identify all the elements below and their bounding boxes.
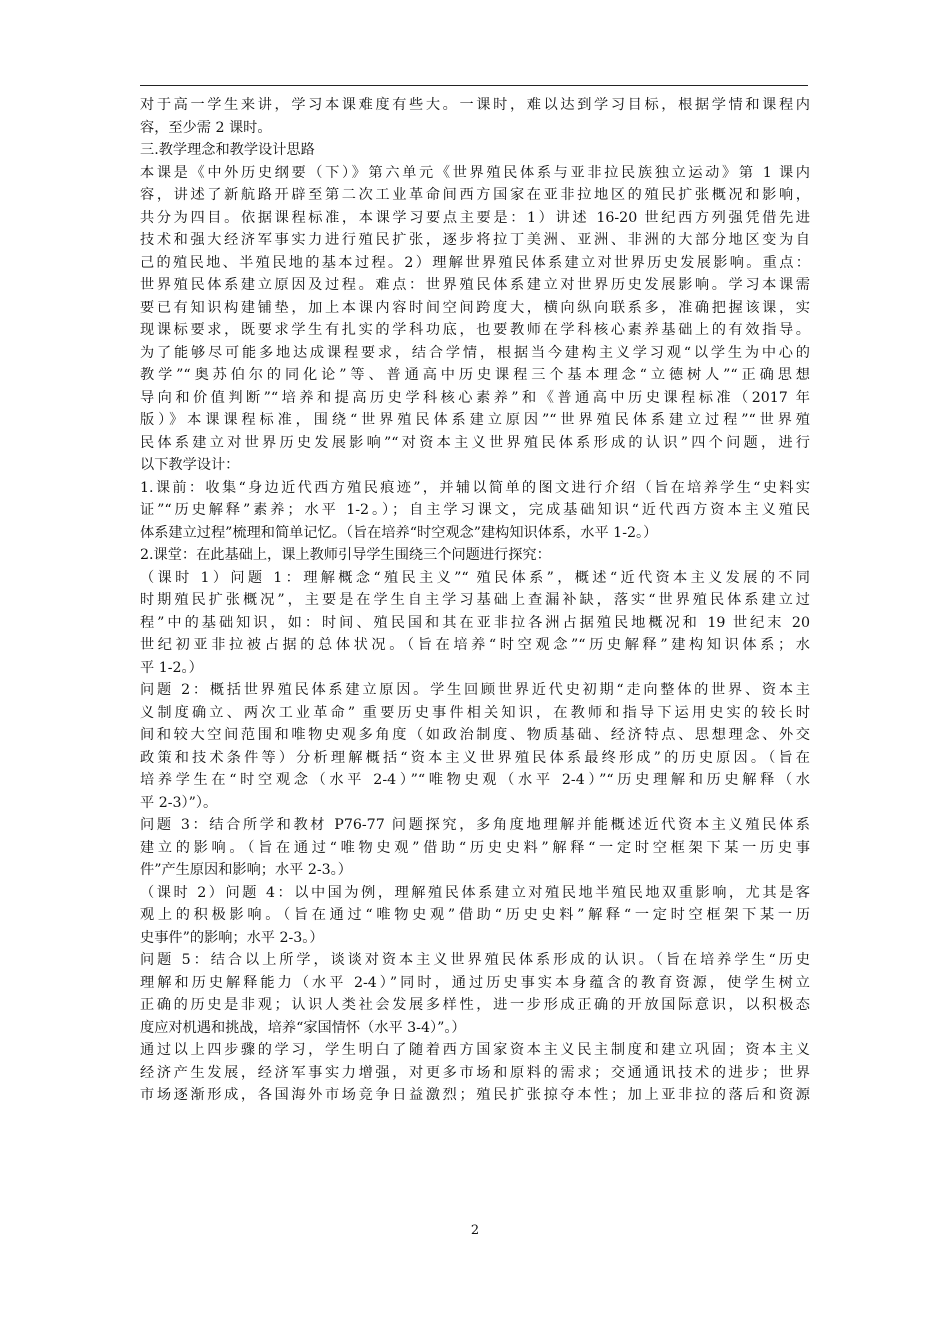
- text-line: 市场逐渐形成，各国海外市场竞争日益激烈；殖民扩张掠夺本性；加上亚非拉的落后和资源: [140, 1087, 810, 1103]
- text-line: 教学”“奥苏伯尔的同化论”等、普通高中历史课程三个基本理念“立德树人”“正确思想: [140, 367, 810, 383]
- text-line: 容，至少需 2 课时。: [140, 119, 272, 136]
- text-line: 理解和历史解释能力（水平 2-4）”同时，通过历史事实本身蕴含的教育资源，使学生树立: [140, 974, 810, 991]
- text-line: 经济产生发展，经济军事实力增强，对更多市场和原料的需求；交通通讯技术的进步；世界: [140, 1064, 810, 1081]
- text-line: 对于高一学生来讲，学习本课难度有些大。一课时，难以达到学习目标，根据学情和课程内: [140, 97, 810, 113]
- text-line: （课时 2）问题 4：以中国为例，理解殖民体系建立对殖民地半殖民地双重影响，尤其是客: [140, 884, 810, 901]
- text-line: 平 1-2。）: [140, 659, 203, 676]
- text-line: 为了能够尽可能多地达成课程要求，结合学情，根据当今建构主义学习观“以学生为中心的: [140, 344, 810, 361]
- text-line: 技术和强大经济军事实力进行殖民扩张，逐步将拉丁美洲、亚洲、非洲的大部分地区变为自: [140, 232, 810, 248]
- text-line: 世纪初亚非拉被占据的总体状况。（旨在培养“时空观念”“历史解释”建构知识体系；水: [140, 637, 810, 653]
- page-number: 2: [470, 1223, 480, 1238]
- text-line: 平 2-3）”）。: [140, 794, 218, 811]
- text-line: 共分为四目。依据课程标准，本课学习要点主要是：1）讲述 16-20 世纪西方列强凭借先进: [140, 209, 810, 226]
- text-line: 通过以上四步骤的学习，学生明白了随着西方国家资本主义民主制度和建立巩固；资本主义: [140, 1042, 810, 1058]
- text-line: 正确的历史是非观；认识人类社会发展多样性，进一步形成正确的开放国际意识，以积极态: [140, 997, 810, 1013]
- text-line: 义制度确立、两次工业革命” 重要历史事件相关知识，在教师和指导下运用史实的较长时: [140, 704, 810, 721]
- text-line: 2.课堂：在此基础上，课上教师引导学生围绕三个问题进行探究：: [140, 547, 551, 563]
- text-line: 时期殖民扩张概况”，主要是在学生自主学习基础上查漏补缺，落实“世界殖民体系建立过: [140, 592, 810, 608]
- text-line: 导向和价值判断”“培养和提高历史学科核心素养”和《普通高中历史课程标准（2017 年: [140, 389, 810, 406]
- text-line: 证”“历史解释”素养；水平 1-2。）；自主学习课文，完成基础知识“近代西方资本主义殖民: [140, 502, 810, 518]
- text-line: 容，讲述了新航路开辟至第二次工业革命间西方国家在亚非拉地区的殖民扩张概况和影响，: [140, 187, 810, 203]
- text-line: 观上的积极影响。（旨在通过“唯物史观”借助“历史史料”解释“一定时空框架下某一历: [140, 907, 810, 923]
- text-line: 体系建立过程”梳理和简单记忆。（旨在培养“时空观念”建构知识体系，水平 1-2。）: [140, 524, 658, 541]
- text-line: 以下教学设计：: [140, 457, 240, 473]
- text-line: 本课是《中外历史纲要（下）》第六单元《世界殖民体系与亚非拉民族独立运动》第 1 课内: [140, 164, 810, 181]
- text-line: 现课标要求，既要求学生有扎实的学科功底，也要教师在学科核心素养基础上的有效指导。: [140, 322, 810, 338]
- document-body: [140, 94, 810, 1107]
- text-line: 问题 3：结合所学和教材 P76-77 问题探究，多角度地理解并能概述近代资本主义殖民体系: [140, 817, 810, 833]
- text-line: 己的殖民地、半殖民地的基本过程。2）理解世界殖民体系建立对世界历史发展影响。重点：: [140, 254, 810, 271]
- text-line: 史事件”的影响；水平 2-3。）: [140, 929, 324, 946]
- text-line: 培养学生在“时空观念（水平 2-4）”“唯物史观（水平 2-4）”“历史理解和历史解释（水: [140, 772, 810, 788]
- text-line: 三.教学理念和教学设计思路: [140, 142, 315, 158]
- header-rule: [140, 85, 808, 86]
- text-line: 程”中的基础知识，如：时间、殖民国和其在亚非拉各洲占据殖民地概况和 19 世纪末 20: [140, 614, 810, 631]
- text-line: 民体系建立对世界历史发展影响”“对资本主义世界殖民体系形成的认识”四个问题，进行: [140, 434, 810, 451]
- text-line: 度应对机遇和挑战，培养“家国情怀（水平 3-4）”。）: [140, 1019, 466, 1036]
- text-line: （课时 1）问题 1：理解概念“殖民主义”“ 殖民体系”，概述“近代资本主义发展的不同: [140, 569, 810, 586]
- text-line: 问题 5：结合以上所学，谈谈对资本主义世界殖民体系形成的认识。（旨在培养学生“历史: [140, 952, 810, 968]
- text-line: 1.课前：收集“身边近代西方殖民痕迹”，并辅以简单的图文进行介绍（旨在培养学生“史料实: [140, 479, 810, 496]
- text-line: 建立的影响。（旨在通过“唯物史观”借助“历史史料”解释“一定时空框架下某一历史事: [140, 839, 810, 856]
- text-line: 版）》本课课程标准，围绕“世界殖民体系建立原因”“世界殖民体系建立过程”“世界殖: [140, 412, 810, 428]
- text-line: 件”产生原因和影响；水平 2-3。）: [140, 862, 352, 878]
- text-line: 间和较大空间范围和唯物史观多角度（如政治制度、物质基础、经济特点、思想理念、外交: [140, 727, 810, 743]
- text-line: 世界殖民体系建立原因及过程。难点：世界殖民体系建立对世界历史发展影响。学习本课需: [140, 277, 810, 293]
- text-line: 问题 2：概括世界殖民体系建立原因。学生回顾世界近代史初期“走向整体的世界、资本主: [140, 682, 810, 698]
- text-line: 要已有知识构建铺垫，加上本课内容时间空间跨度大，横向纵向联系多，准确把握该课，实: [140, 299, 810, 316]
- text-line: 政策和技术条件等）分析理解概括“资本主义世界殖民体系最终形成”的历史原因。（旨在: [140, 749, 810, 766]
